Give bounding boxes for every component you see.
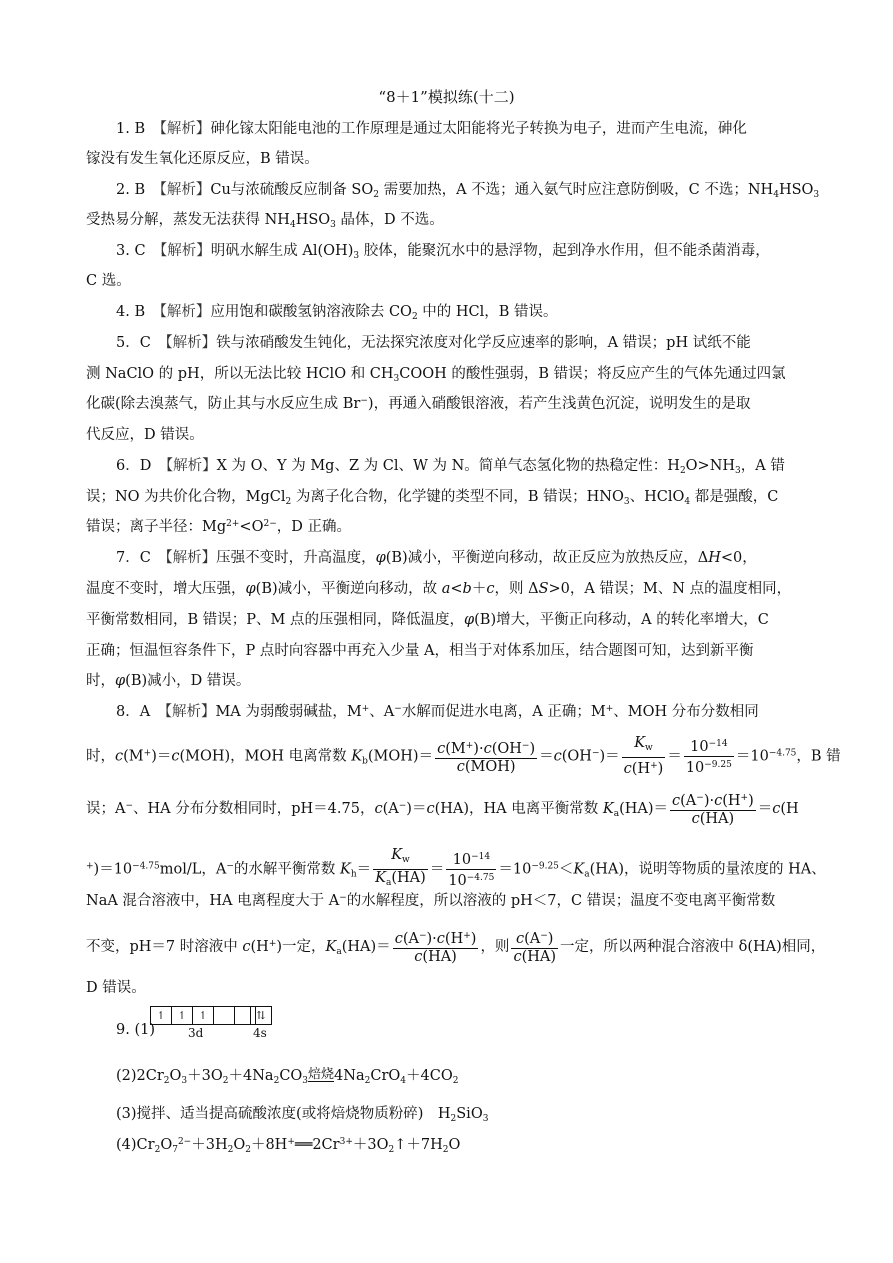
q3-tag: 【解析】 (160, 243, 211, 259)
q8-line3: 误；A−、HA 分布分数相同时，pH＝4.75，c(A−)＝c(HA)，HA 电离平衡常数 $K_a(HA)=$ $\frac{c(A^-)\cdot c(H^+)}{c(HA)}$ ＝c(H (86, 790, 799, 828)
orbital-box: ⇅ (250, 1006, 272, 1025)
q3-number: 3. C (116, 243, 146, 259)
orbital-box: ↿ (192, 1006, 214, 1025)
q4-line1: 4. B 【解析】应用饱和碳酸氢钠溶液除去 $CO_2$ 中的 HCl，B 错误。 (116, 304, 558, 322)
q5-line2: 测 NaClO 的 pH，所以无法比较 HClO 和 $CH_3COOH$ 的酸性强弱，B 错误；将反应产生的气体先通过四氯 (86, 366, 786, 384)
q9-line4: $(4)Cr_2O_7^{2-}+3H_2O_2+8H^+══2Cr^{3+}+3O_2↑+7H_2O$ (116, 1137, 461, 1155)
q1-line1 (116, 117, 747, 138)
page-title: “8＋1”模拟练(十二) (378, 88, 515, 106)
q8-tag: 【解析】 (164, 704, 216, 720)
q8-line2: 时，c(M+)＝c(MOH)，MOH 电离常数 $K_b(MOH)=$ $\frac{c(M^+)\cdot c(OH^-)}{\text{c(MOH)}}$ ＝c(OH−)＝ $\frac{K_w}{c(H^+)}$ ＝ $\frac{10^{-14}}{10^{-9.25}}$ $=10^{-4.75}$，B 错 (86, 735, 841, 777)
q5-line3: 化碳(除去溴蒸气，防止其与水反应生成 Br−)，再通入硝酸银溶液，若产生浅黄色沉淀，说明发生的是取 (86, 396, 751, 412)
q7-line5: 时，φ(B)减小，D 错误。 (86, 673, 251, 689)
q7-line4: 正确；恒温恒容条件下，P 点时向容器中再充入少量 A，相当于对体系加压，结合题图可知，达到新平衡 (86, 643, 754, 659)
q9-part3: (3)搅拌、适当提高硫酸浓度(或将焙烧物质粉碎) (116, 1106, 424, 1122)
q2-line1: 2. B 【解析】Cu与浓硫酸反应制备 $SO_2$ 需要加热，A 不选；通入氨气时应注意防倒吸，C 不选；$NH_4HSO_3$ (116, 182, 820, 200)
q6-line2: 误；NO 为共价化合物，MgCl$_2$ 为离子化合物，化学键的类型不同，B 错误；$HNO_3$、HClO$_4$ 都是强酸，C (86, 489, 779, 507)
q2-number: 2. B (116, 182, 146, 198)
orbital-3d (150, 1006, 256, 1025)
q9-number: 9. (1) (116, 1022, 155, 1038)
q2-line2: 受热易分解，蒸发无法获得 $NH_4HSO_3$ 晶体，D 不选。 (86, 212, 444, 230)
q6-line3: 错误；离子半径：$Mg^{2+}<O^{2-}$，D 正确。 (86, 519, 351, 535)
q7-tag: 【解析】 (165, 550, 217, 566)
q5-text1: 铁与浓硝酸发生钝化，无法探究浓度对化学反应速率的影响，A 错误；pH 试纸不能 (216, 335, 751, 351)
orbital-4s (250, 1006, 272, 1025)
q6-number: 6．D (116, 458, 152, 474)
condition-label: 焙烧 (308, 1066, 335, 1082)
q7-number: 7．C (116, 550, 151, 566)
q8-line5: NaA 混合溶液中，HA 电离程度大于 A−的水解程度，所以溶液的 pH＜7，C 错误；温度不变电离平衡常数 (86, 893, 776, 909)
q9-line3: (3)搅拌、适当提高硫酸浓度(或将焙烧物质粉碎) $H_2SiO_3$ (116, 1106, 489, 1124)
q5-number: 5．C (116, 335, 151, 351)
q5-line4: 代反应，D 错误。 (86, 427, 204, 443)
label-4s: 4s (253, 1026, 267, 1040)
q5-line1 (116, 331, 751, 352)
orbital-box: ↿ (150, 1006, 172, 1025)
q6-tag: 【解析】 (165, 458, 217, 474)
q4-number: 4. B (116, 304, 146, 320)
q1-number: 1. B (116, 121, 146, 137)
q6-line1: 6．D 【解析】X 为 O、Y 为 Mg、Z 为 Cl、W 为 N。简单气态氢化物的热稳定性：$H_2O>NH_3$，A 错 (116, 458, 785, 476)
q1-line2: 镓没有发生氧化还原反应，B 错误。 (86, 151, 319, 167)
q5-tag: 【解析】 (165, 335, 217, 351)
q7-line1: 7．C 【解析】压强不变时，升高温度，φ(B)减小，平衡逆向移动，故正反应为放热反应，ΔH<0， (116, 550, 757, 566)
q3-line2: C 选。 (86, 273, 131, 289)
q1-text1: 砷化镓太阳能电池的工作原理是通过太阳能将光子转换为电子，进而产生电流，砷化 (210, 121, 747, 137)
q4-tag: 【解析】 (159, 304, 211, 320)
orbital-box (213, 1006, 235, 1025)
q8-line6: 不变，pH＝7 时溶液中 c(H+)一定，$K_a(HA)=$ $\frac{c(A^-)\cdot c(H^+)}{c(HA)}$ ，则 $\frac{c(A^-)}{c(HA)}$ 一定，所以两种混合溶液中 δ(HA)相同， (86, 928, 825, 966)
q9-line2: $(2)2Cr_2O_3+3O_2+4Na_2CO_3$ 焙烧 $4Na_2CrO_4+4CO_2$ (116, 1066, 459, 1086)
q8-line1: 8．A 【解析】MA 为弱酸弱碱盐，M+、A−水解而促进水电离，A 正确；M+、MOH 分布分数相同 (116, 704, 759, 720)
q7-line2: 温度不变时，增大压强，φ(B)减小，平衡逆向移动，故 a<b＋c，则 ΔS>0，A 错误；M、N 点的温度相同， (86, 581, 792, 597)
q3-line1: 3. C 【解析】明矾水解生成 $Al(OH)_3$ 胶体，能聚沉水中的悬浮物，起到净水作用，但不能杀菌消毒， (116, 243, 770, 261)
reaction-condition (308, 1068, 334, 1085)
q8-line8: D 错误。 (86, 980, 146, 996)
q7-line3: 平衡常数相同，B 错误；P、M 点的压强相同，降低温度，φ(B)增大，平衡正向移动，A 的转化率增大，C (86, 612, 769, 628)
q2-tag: 【解析】 (159, 182, 211, 198)
q8-number: 8．A (116, 704, 151, 720)
q8-line4: $^+)=10^{-4.75}mol/L$，A−的水解平衡常数 $K_h=$ $\frac{K_w}{K_a(HA)}$ ＝ $\frac{10^{-14}}{10^{-4.75}}$ $=10^{-9.25}<K_a(HA)$，说明等物质的量浓度的 HA、 (86, 847, 826, 889)
q1-tag: 【解析】 (159, 121, 211, 137)
orbital-box: ↿ (171, 1006, 193, 1025)
label-3d: 3d (188, 1026, 204, 1040)
